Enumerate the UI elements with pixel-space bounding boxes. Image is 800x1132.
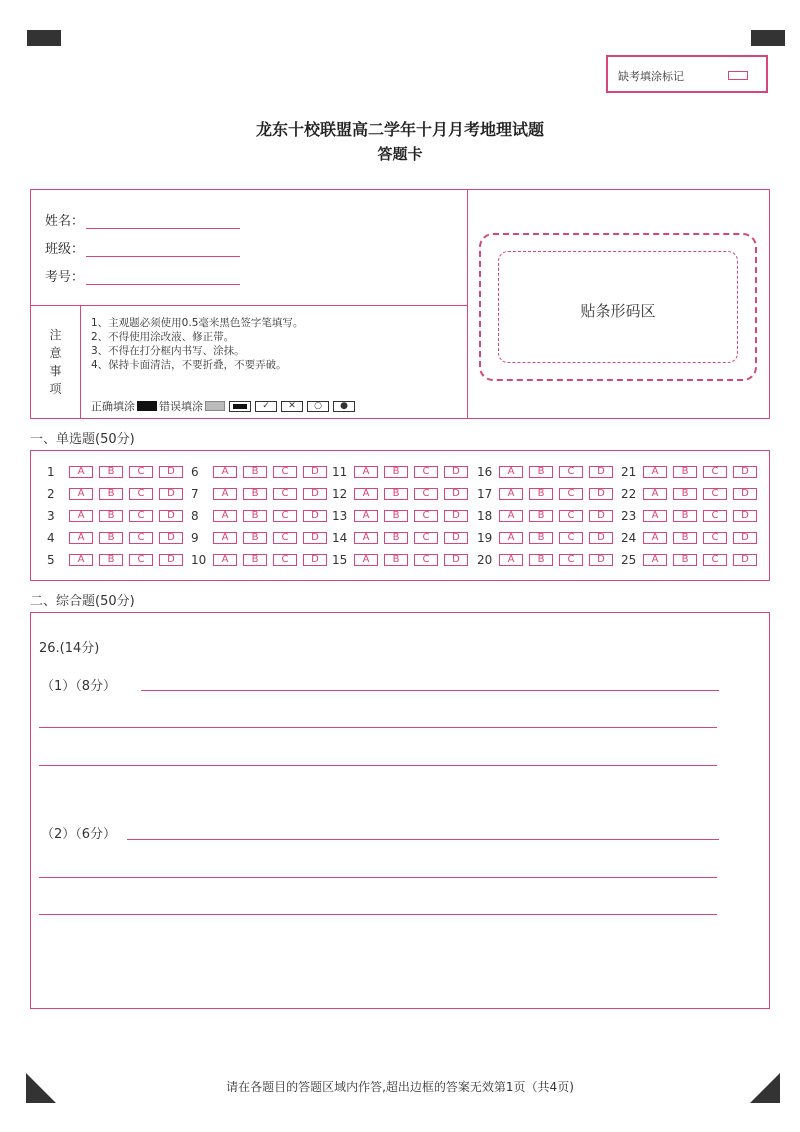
answer-line[interactable] <box>39 914 717 915</box>
wrong-fill-check-icon: ✓ <box>255 401 277 412</box>
mc-option-bubble[interactable]: A <box>499 488 523 500</box>
mc-option-bubble[interactable]: B <box>673 510 697 522</box>
mc-question-number: 20 <box>477 553 493 567</box>
notice-item: 4、保持卡面清洁，不要折叠，不要弄破。 <box>91 359 287 371</box>
name-field[interactable] <box>45 210 240 229</box>
mc-option-bubble[interactable]: A <box>354 466 378 478</box>
mc-question-number: 14 <box>332 531 348 545</box>
mc-option-bubble[interactable]: D <box>589 532 613 544</box>
comprehensive-answer-panel <box>30 612 770 1009</box>
mc-option-bubble[interactable]: A <box>643 466 667 478</box>
mc-question <box>332 487 474 501</box>
mc-option-bubble[interactable]: B <box>243 466 267 478</box>
mc-option-bubble[interactable]: B <box>384 466 408 478</box>
mc-question <box>477 465 619 479</box>
correct-fill-swatch <box>137 401 157 411</box>
mc-option-bubble[interactable]: D <box>159 466 183 478</box>
mc-option-bubble[interactable]: B <box>243 488 267 500</box>
mc-option-bubble[interactable]: A <box>69 488 93 500</box>
mc-option-bubble[interactable]: B <box>529 532 553 544</box>
wrong-fill-cross-icon: ✕ <box>281 401 303 412</box>
wrong-fill-bar <box>229 401 251 412</box>
mc-option-bubble[interactable]: D <box>159 510 183 522</box>
mc-option-bubble[interactable]: D <box>733 532 757 544</box>
mc-question-number: 7 <box>191 487 199 501</box>
barcode-inner-frame <box>498 251 738 363</box>
mc-question <box>332 531 474 545</box>
fill-example-row <box>91 398 357 414</box>
mc-option-bubble[interactable]: A <box>354 554 378 566</box>
mc-option-bubble[interactable]: A <box>69 554 93 566</box>
student-info-panel <box>30 189 770 419</box>
question-26-part-1: （1）（8分） <box>41 679 117 694</box>
mc-option-bubble[interactable]: A <box>354 510 378 522</box>
mc-option-bubble[interactable]: D <box>589 510 613 522</box>
notice-item: 1、主观题必须使用0.5毫米黑色签字笔填写。 <box>91 317 304 329</box>
wrong-fill-gray-swatch <box>205 401 225 411</box>
divider <box>467 190 468 418</box>
answer-line[interactable] <box>39 765 717 766</box>
mc-option-bubble[interactable]: D <box>303 554 327 566</box>
mc-option-bubble[interactable]: D <box>589 488 613 500</box>
mc-option-bubble[interactable]: A <box>213 532 237 544</box>
mc-option-bubble[interactable]: B <box>384 554 408 566</box>
mc-option-bubble[interactable]: B <box>529 554 553 566</box>
question-26-header: 26.(14分) <box>39 641 100 656</box>
mc-option-bubble[interactable]: A <box>643 510 667 522</box>
mc-option-bubble[interactable]: D <box>444 466 468 478</box>
mc-question <box>477 487 619 501</box>
mc-option-bubble[interactable]: D <box>159 554 183 566</box>
mc-question <box>191 465 333 479</box>
page-footer: 请在各题目的答题区域内作答,超出边框的答案无效第1页（共4页) <box>226 1080 574 1094</box>
id-label: 考号： <box>45 270 85 285</box>
mc-option-bubble[interactable]: B <box>99 488 123 500</box>
mc-question-number: 9 <box>191 531 199 545</box>
mc-question <box>332 553 474 567</box>
mc-option-bubble[interactable]: C <box>129 532 153 544</box>
mc-option-bubble[interactable]: C <box>129 554 153 566</box>
notice-item: 3、不得在打分框内书写、涂抹。 <box>91 345 245 357</box>
page-subtitle: 答题卡 <box>377 145 423 163</box>
mc-option-bubble[interactable]: C <box>273 488 297 500</box>
mc-option-bubble[interactable]: A <box>499 466 523 478</box>
mc-option-bubble[interactable]: A <box>643 532 667 544</box>
mc-option-bubble[interactable]: A <box>213 510 237 522</box>
absent-mark-box <box>606 55 768 93</box>
mc-option-bubble[interactable]: B <box>529 488 553 500</box>
mc-question <box>191 487 333 501</box>
mc-question-number: 18 <box>477 509 493 523</box>
mc-option-bubble[interactable]: C <box>414 554 438 566</box>
mc-question-number: 17 <box>477 487 493 501</box>
page-title: 龙东十校联盟高二学年十月月考地理试题 <box>255 120 544 139</box>
mc-question <box>191 509 333 523</box>
mc-question-number: 8 <box>191 509 199 523</box>
mc-option-bubble[interactable]: D <box>589 466 613 478</box>
notice-item: 2、不得使用涂改液、修正带。 <box>91 331 235 343</box>
mc-question <box>621 509 763 523</box>
answer-line[interactable] <box>127 839 719 840</box>
mc-option-bubble[interactable]: C <box>703 532 727 544</box>
mc-option-bubble[interactable]: D <box>444 532 468 544</box>
mc-question-number: 4 <box>47 531 55 545</box>
notice-label-char: 项 <box>49 382 62 396</box>
absent-mark-label: 缺考填涂标记 <box>618 70 684 83</box>
mc-option-bubble[interactable]: B <box>243 510 267 522</box>
mc-option-bubble[interactable]: B <box>99 466 123 478</box>
mc-option-bubble[interactable]: C <box>273 554 297 566</box>
mc-option-bubble[interactable]: C <box>559 532 583 544</box>
mc-question-number: 3 <box>47 509 55 523</box>
absent-fill-bubble[interactable] <box>728 71 748 80</box>
mc-option-bubble[interactable]: C <box>129 488 153 500</box>
mc-question-number: 5 <box>47 553 55 567</box>
mc-option-bubble[interactable]: B <box>243 532 267 544</box>
mc-option-bubble[interactable]: A <box>69 532 93 544</box>
mc-question-number: 25 <box>621 553 637 567</box>
mc-option-bubble[interactable]: D <box>444 510 468 522</box>
mc-option-bubble[interactable]: C <box>559 466 583 478</box>
mc-option-bubble[interactable]: A <box>213 488 237 500</box>
mc-option-bubble[interactable]: D <box>159 488 183 500</box>
mc-question <box>47 487 189 501</box>
question-26-part-2: （2）（6分） <box>41 827 117 842</box>
mc-option-bubble[interactable]: B <box>529 510 553 522</box>
mc-option-bubble[interactable]: B <box>384 488 408 500</box>
divider <box>31 305 467 306</box>
mc-question <box>477 553 619 567</box>
notice-label <box>31 306 81 419</box>
wrong-fill-circle-icon: ○ <box>307 401 329 412</box>
name-input-line[interactable] <box>86 214 240 229</box>
mc-question-number: 21 <box>621 465 637 479</box>
class-field[interactable] <box>45 238 240 257</box>
mc-option-bubble[interactable]: C <box>273 532 297 544</box>
answer-line[interactable] <box>39 877 717 878</box>
mc-question <box>191 531 333 545</box>
mc-option-bubble[interactable]: A <box>499 554 523 566</box>
mc-question <box>191 553 333 567</box>
mc-question <box>47 553 189 567</box>
mc-option-bubble[interactable]: D <box>444 488 468 500</box>
mc-option-bubble[interactable]: B <box>673 532 697 544</box>
mc-question-number: 10 <box>191 553 207 567</box>
mc-question-number: 15 <box>332 553 348 567</box>
wrong-fill-dot-icon: ● <box>333 401 355 412</box>
mc-question-number: 1 <box>47 465 55 479</box>
mc-option-bubble[interactable]: C <box>703 554 727 566</box>
mc-question <box>621 531 763 545</box>
mc-option-bubble[interactable]: A <box>643 488 667 500</box>
mc-option-bubble[interactable]: C <box>559 554 583 566</box>
notice-label-char: 事 <box>49 364 62 378</box>
mc-question <box>477 531 619 545</box>
mc-option-bubble[interactable]: C <box>414 532 438 544</box>
class-input-line[interactable] <box>86 242 240 257</box>
mc-question <box>621 487 763 501</box>
mc-option-bubble[interactable]: B <box>673 488 697 500</box>
alignment-marker-top-right <box>751 30 785 46</box>
mc-option-bubble[interactable]: C <box>414 466 438 478</box>
mc-option-bubble[interactable]: C <box>129 466 153 478</box>
mc-option-bubble[interactable]: D <box>733 554 757 566</box>
mc-option-bubble[interactable]: C <box>703 510 727 522</box>
mc-question <box>621 465 763 479</box>
mc-question-number: 19 <box>477 531 493 545</box>
mc-question-number: 13 <box>332 509 348 523</box>
mc-option-bubble[interactable]: D <box>733 510 757 522</box>
mc-option-bubble[interactable]: B <box>384 532 408 544</box>
mc-option-bubble[interactable]: B <box>673 466 697 478</box>
wrong-fill-label: 错误填涂 <box>159 400 203 413</box>
mc-question <box>477 509 619 523</box>
mc-option-bubble[interactable]: D <box>303 488 327 500</box>
mc-option-bubble[interactable]: D <box>444 554 468 566</box>
mc-option-bubble[interactable]: A <box>499 532 523 544</box>
id-input-line[interactable] <box>86 270 240 285</box>
section-title-single-choice: 一、单选题(50分) <box>30 432 135 447</box>
barcode-label: 贴条形码区 <box>580 302 656 320</box>
mc-option-bubble[interactable]: C <box>703 488 727 500</box>
mc-question <box>332 509 474 523</box>
notice-label-char: 注 <box>49 328 62 342</box>
mc-option-bubble[interactable]: B <box>243 554 267 566</box>
class-label: 班级： <box>45 242 85 257</box>
mc-option-bubble[interactable]: B <box>99 510 123 522</box>
mc-question-number: 6 <box>191 465 199 479</box>
multiple-choice-panel <box>30 450 770 581</box>
alignment-marker-top-left <box>27 30 61 46</box>
mc-question-number: 24 <box>621 531 637 545</box>
notice-label-char: 意 <box>49 346 62 360</box>
id-field[interactable] <box>45 266 240 285</box>
mc-option-bubble[interactable]: B <box>529 466 553 478</box>
mc-question-number: 2 <box>47 487 55 501</box>
mc-option-bubble[interactable]: B <box>384 510 408 522</box>
barcode-area <box>479 233 757 381</box>
mc-question-number: 16 <box>477 465 493 479</box>
mc-option-bubble[interactable]: A <box>499 510 523 522</box>
mc-option-bubble[interactable]: C <box>559 488 583 500</box>
mc-option-bubble[interactable]: A <box>354 532 378 544</box>
mc-option-bubble[interactable]: C <box>559 510 583 522</box>
mc-option-bubble[interactable]: C <box>414 510 438 522</box>
mc-option-bubble[interactable]: C <box>273 510 297 522</box>
mc-question-number: 12 <box>332 487 348 501</box>
mc-option-bubble[interactable]: D <box>159 532 183 544</box>
mc-question-number: 11 <box>332 465 348 479</box>
answer-line[interactable] <box>39 727 717 728</box>
mc-option-bubble[interactable]: A <box>354 488 378 500</box>
mc-question <box>47 465 189 479</box>
mc-option-bubble[interactable]: A <box>213 466 237 478</box>
mc-option-bubble[interactable]: B <box>99 554 123 566</box>
mc-option-bubble[interactable]: D <box>303 532 327 544</box>
mc-option-bubble[interactable]: D <box>303 510 327 522</box>
mc-option-bubble[interactable]: B <box>99 532 123 544</box>
mc-option-bubble[interactable]: B <box>673 554 697 566</box>
section-title-comprehensive: 二、综合题(50分) <box>30 594 135 609</box>
mc-option-bubble[interactable]: D <box>303 466 327 478</box>
mc-question <box>332 465 474 479</box>
mc-option-bubble[interactable]: A <box>643 554 667 566</box>
mc-option-bubble[interactable]: C <box>129 510 153 522</box>
mc-option-bubble[interactable]: A <box>69 466 93 478</box>
mc-option-bubble[interactable]: D <box>733 488 757 500</box>
name-label: 姓名： <box>45 214 85 229</box>
mc-option-bubble[interactable]: C <box>703 466 727 478</box>
mc-option-bubble[interactable]: D <box>733 466 757 478</box>
mc-option-bubble[interactable]: C <box>414 488 438 500</box>
answer-line[interactable] <box>141 690 719 691</box>
mc-question <box>621 553 763 567</box>
mc-option-bubble[interactable]: D <box>589 554 613 566</box>
mc-question-number: 22 <box>621 487 637 501</box>
mc-option-bubble[interactable]: C <box>273 466 297 478</box>
mc-question-number: 23 <box>621 509 637 523</box>
correct-fill-label: 正确填涂 <box>91 400 135 413</box>
mc-option-bubble[interactable]: A <box>69 510 93 522</box>
mc-question <box>47 509 189 523</box>
mc-question <box>47 531 189 545</box>
mc-option-bubble[interactable]: A <box>213 554 237 566</box>
